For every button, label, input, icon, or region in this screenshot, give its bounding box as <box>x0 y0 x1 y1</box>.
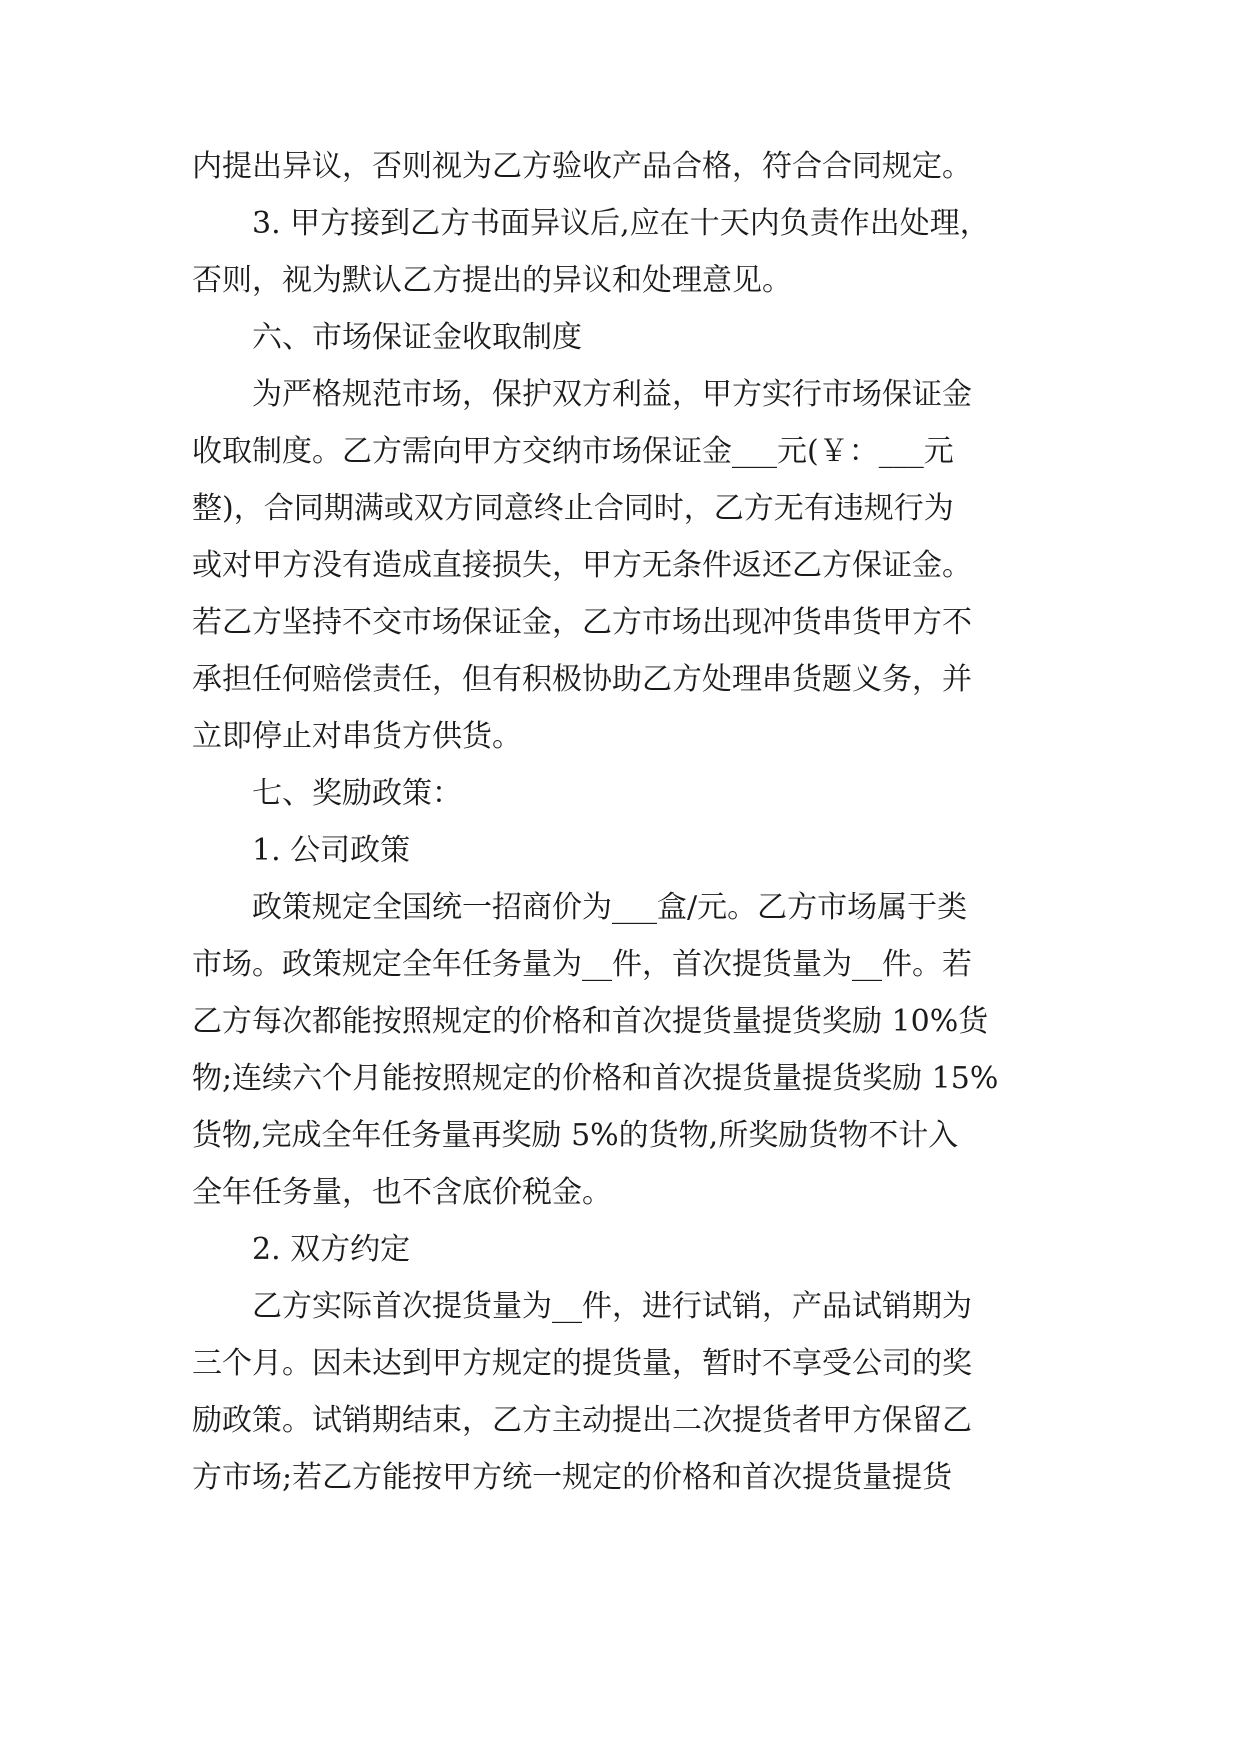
text-line: 内提出异议，否则视为乙方验收产品合格，符合合同规定。 <box>192 149 972 184</box>
text-line: 收取制度。乙方需向甲方交纳市场保证金___元(￥：___元 <box>192 434 954 469</box>
text-line: 乙方实际首次提货量为__件，进行试销，产品试销期为 <box>252 1289 972 1324</box>
subsection-heading: 2. 双方约定 <box>252 1232 411 1267</box>
text-line: 或对甲方没有造成直接损失，甲方无条件返还乙方保证金。 <box>192 548 972 583</box>
section-heading: 七、奖励政策： <box>252 776 462 811</box>
text-line: 货物,完成全年任务量再奖励 5%的货物,所奖励货物不计入 <box>192 1118 959 1153</box>
text-line: 乙方每次都能按照规定的价格和首次提货量提货奖励 10%货 <box>192 1004 989 1039</box>
text-line: 整)，合同期满或双方同意终止合同时，乙方无有违规行为 <box>192 491 954 526</box>
text-line: 立即停止对串货方供货。 <box>192 719 522 754</box>
text-line: 为严格规范市场，保护双方利益，甲方实行市场保证金 <box>252 377 972 412</box>
text-line: 承担任何赔偿责任，但有积极协助乙方处理串货题义务，并 <box>192 662 972 697</box>
text-line: 全年任务量，也不含底价税金。 <box>192 1175 612 1210</box>
text-line: 市场。政策规定全年任务量为__件，首次提货量为__件。若 <box>192 947 972 982</box>
section-heading: 六、市场保证金收取制度 <box>252 320 582 355</box>
text-line: 方市场;若乙方能按甲方统一规定的价格和首次提货量提货 <box>192 1460 953 1495</box>
text-line: 物;连续六个月能按照规定的价格和首次提货量提货奖励 15% <box>192 1061 999 1096</box>
text-line: 政策规定全国统一招商价为___盒/元。乙方市场属于类 <box>252 890 968 925</box>
text-line: 励政策。试销期结束，乙方主动提出二次提货者甲方保留乙 <box>192 1403 972 1438</box>
text-line: 若乙方坚持不交市场保证金，乙方市场出现冲货串货甲方不 <box>192 605 972 640</box>
text-line: 3. 甲方接到乙方书面异议后,应在十天内负责作出处理， <box>252 206 990 241</box>
text-line: 否则，视为默认乙方提出的异议和处理意见。 <box>192 263 792 298</box>
text-line: 三个月。因未达到甲方规定的提货量，暂时不享受公司的奖 <box>192 1346 972 1381</box>
subsection-heading: 1. 公司政策 <box>252 833 411 868</box>
